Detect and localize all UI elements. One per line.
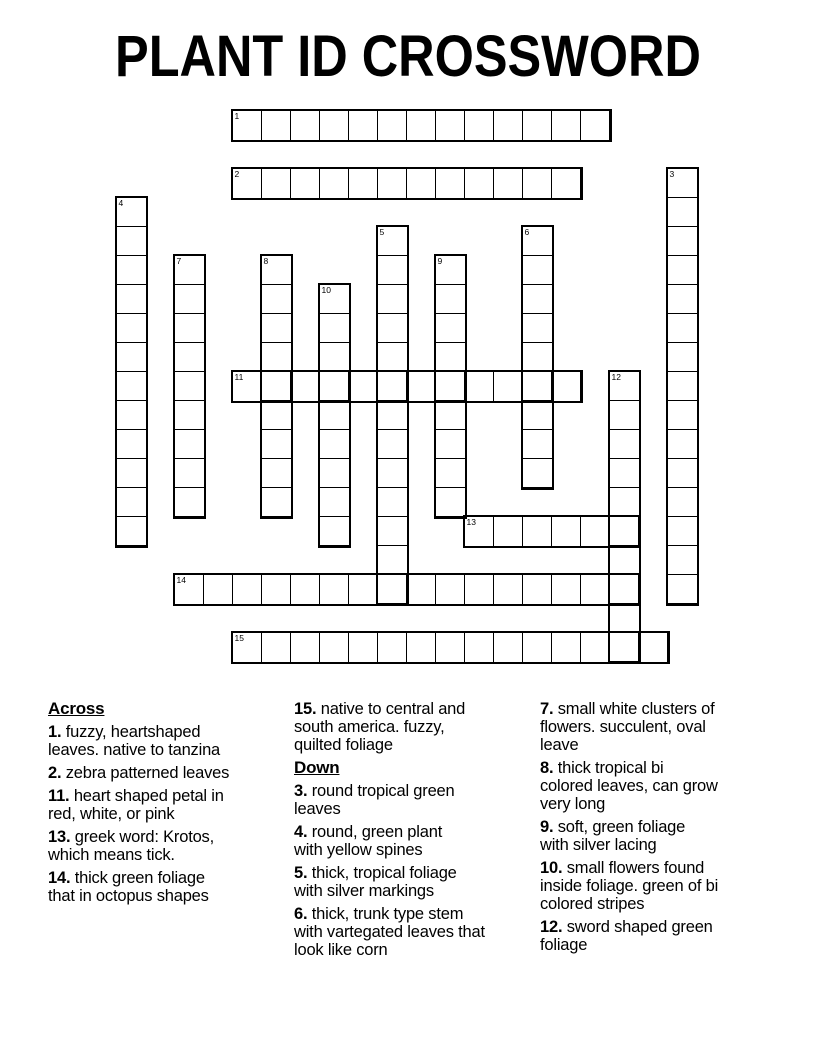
grid-cell[interactable] (465, 575, 494, 604)
clue-number: 8. (540, 759, 558, 777)
grid-cell[interactable] (552, 111, 581, 140)
grid-cell[interactable] (320, 575, 349, 604)
grid-cell[interactable] (378, 111, 407, 140)
grid-cell[interactable] (668, 459, 697, 488)
grid-cell[interactable] (581, 575, 610, 604)
grid-cell[interactable] (436, 401, 465, 430)
clue-number: 1. (48, 723, 66, 741)
grid-cell[interactable] (262, 111, 291, 140)
grid-cell[interactable] (465, 169, 494, 198)
grid-cell[interactable] (523, 169, 552, 198)
word-5-down (376, 225, 409, 606)
grid-cell[interactable] (465, 111, 494, 140)
clue-13: 13. greek word: Krotos, which means tick. (48, 828, 214, 864)
grid-number-label: 15 (234, 633, 244, 643)
grid-number-label: 1 (234, 111, 240, 121)
grid-cell[interactable] (175, 459, 204, 488)
word-3-down (666, 167, 699, 606)
clue-11: 11. heart shaped petal in red, white, or pink (48, 787, 224, 823)
grid-cell[interactable] (320, 314, 349, 343)
grid-cell[interactable] (436, 488, 465, 517)
clue-2: 2. zebra patterned leaves (48, 764, 230, 782)
grid-cell[interactable] (175, 285, 204, 314)
clue-number: 10. (540, 859, 567, 877)
grid-cell[interactable] (668, 343, 697, 372)
grid-cell[interactable] (117, 488, 146, 517)
grid-cell[interactable] (407, 372, 436, 401)
grid-cell[interactable] (233, 575, 262, 604)
grid-cell[interactable] (610, 604, 639, 633)
grid-cell[interactable] (407, 169, 436, 198)
grid-cell[interactable] (436, 314, 465, 343)
grid-cell[interactable] (610, 488, 639, 517)
grid-cell[interactable] (117, 314, 146, 343)
grid-cell[interactable] (436, 459, 465, 488)
grid-number-label: 6 (524, 227, 530, 237)
grid-cell[interactable] (262, 430, 291, 459)
grid-cell[interactable] (378, 343, 407, 372)
grid-cell[interactable] (668, 575, 697, 604)
clues-section (48, 700, 778, 964)
grid-cell[interactable] (378, 488, 407, 517)
grid-cell[interactable] (378, 459, 407, 488)
grid-cell[interactable] (668, 227, 697, 256)
grid-cell[interactable] (523, 372, 552, 401)
grid-cell[interactable] (668, 430, 697, 459)
grid-cell[interactable] (117, 343, 146, 372)
grid-cell[interactable] (117, 459, 146, 488)
grid-cell[interactable] (523, 111, 552, 140)
word-11-across (231, 370, 583, 403)
word-7-down (173, 254, 206, 519)
clue-number: 9. (540, 818, 558, 836)
grid-cell[interactable] (436, 372, 465, 401)
grid-cell[interactable] (494, 633, 523, 662)
page-title: PLANT ID CROSSWORD (115, 24, 701, 89)
clue-7: 7. small white clusters of flowers. succulent, oval leave (540, 700, 715, 754)
grid-cell[interactable] (320, 111, 349, 140)
grid-cell[interactable] (668, 256, 697, 285)
grid-cell[interactable] (117, 256, 146, 285)
word-10-down (318, 283, 351, 548)
grid-cell[interactable] (175, 488, 204, 517)
grid-cell[interactable] (378, 169, 407, 198)
clue-number: 5. (294, 864, 312, 882)
grid-cell[interactable] (291, 575, 320, 604)
word-1-across (231, 109, 612, 142)
clue-number: 12. (540, 918, 567, 936)
grid-cell[interactable] (262, 285, 291, 314)
clue-number: 4. (294, 823, 312, 841)
grid-cell[interactable] (552, 372, 581, 401)
grid-cell[interactable] (175, 343, 204, 372)
clue-9: 9. soft, green foliage with silver lacing (540, 818, 686, 854)
grid-cell[interactable] (523, 575, 552, 604)
grid-cell[interactable] (494, 169, 523, 198)
grid-number-label: 3 (669, 169, 675, 179)
grid-cell[interactable] (320, 488, 349, 517)
grid-cell[interactable] (262, 401, 291, 430)
down-header: Down (294, 758, 340, 777)
grid-number-label: 7 (176, 256, 182, 266)
clue-4: 4. round, green plant with yellow spines (294, 823, 443, 859)
grid-cell[interactable] (523, 459, 552, 488)
grid-cell[interactable] (175, 401, 204, 430)
grid-cell[interactable] (610, 633, 639, 662)
grid-cell[interactable] (320, 459, 349, 488)
grid-cell[interactable] (378, 633, 407, 662)
grid-cell[interactable] (262, 169, 291, 198)
clue-14: 14. thick green foliage that in octopus shapes (48, 869, 209, 905)
grid-cell[interactable] (262, 372, 291, 401)
clue-number: 6. (294, 905, 312, 923)
grid-cell[interactable] (117, 401, 146, 430)
grid-cell[interactable] (668, 517, 697, 546)
grid-cell[interactable] (494, 575, 523, 604)
grid-cell[interactable] (436, 285, 465, 314)
clue-5: 5. thick, tropical foliage with silver markings (294, 864, 457, 900)
grid-number-label: 8 (263, 256, 269, 266)
clue-8: 8. thick tropical bi colored leaves, can grow very long (540, 759, 718, 813)
clue-6: 6. thick, trunk type stem with vartegated leaves that look like corn (294, 905, 485, 959)
grid-cell[interactable] (436, 575, 465, 604)
grid-cell[interactable] (523, 517, 552, 546)
grid-cell[interactable] (320, 169, 349, 198)
grid-cell[interactable] (378, 575, 407, 604)
grid-cell[interactable] (407, 111, 436, 140)
grid-cell[interactable] (610, 517, 639, 546)
grid-number-label: 11 (234, 372, 244, 382)
clue-column-3 (540, 700, 777, 959)
grid-cell[interactable] (349, 111, 378, 140)
grid-cell[interactable] (262, 488, 291, 517)
clue-12: 12. sword shaped green foliage (540, 918, 713, 954)
grid-cell[interactable] (465, 372, 494, 401)
grid-cell[interactable] (494, 517, 523, 546)
grid-cell[interactable] (610, 459, 639, 488)
grid-number-label: 9 (437, 256, 443, 266)
grid-number-label: 5 (379, 227, 385, 237)
grid-cell[interactable] (668, 198, 697, 227)
grid-cell[interactable] (407, 633, 436, 662)
grid-cell[interactable] (291, 372, 320, 401)
clue-number: 13. (48, 828, 75, 846)
grid-cell[interactable] (610, 575, 639, 604)
clue-3: 3. round tropical green leaves (294, 782, 455, 818)
grid-cell[interactable] (320, 401, 349, 430)
clue-column-1 (48, 700, 285, 910)
grid-cell[interactable] (378, 314, 407, 343)
clue-number: 3. (294, 782, 312, 800)
grid-cell[interactable] (378, 430, 407, 459)
grid-cell[interactable] (378, 517, 407, 546)
grid-cell[interactable] (523, 314, 552, 343)
grid-cell[interactable] (262, 633, 291, 662)
grid-cell[interactable] (494, 111, 523, 140)
grid-cell[interactable] (291, 169, 320, 198)
grid-cell[interactable] (262, 343, 291, 372)
grid-cell[interactable] (262, 314, 291, 343)
grid-cell[interactable] (668, 401, 697, 430)
grid-cell[interactable] (523, 285, 552, 314)
grid-cell[interactable] (552, 169, 581, 198)
grid-cell[interactable] (668, 372, 697, 401)
grid-cell[interactable] (523, 343, 552, 372)
clue-number: 7. (540, 700, 558, 718)
grid-cell[interactable] (262, 575, 291, 604)
grid-cell[interactable] (523, 256, 552, 285)
grid-cell[interactable] (494, 372, 523, 401)
grid-cell[interactable] (291, 633, 320, 662)
clue-number: 14. (48, 869, 75, 887)
grid-cell[interactable] (523, 633, 552, 662)
grid-cell[interactable] (117, 227, 146, 256)
grid-cell[interactable] (262, 459, 291, 488)
word-2-across (231, 167, 583, 200)
grid-cell[interactable] (378, 546, 407, 575)
grid-cell[interactable] (610, 546, 639, 575)
grid-cell[interactable] (320, 343, 349, 372)
grid-cell[interactable] (523, 430, 552, 459)
grid-cell[interactable] (668, 488, 697, 517)
grid-cell[interactable] (378, 285, 407, 314)
grid-cell[interactable] (407, 575, 436, 604)
grid-cell[interactable] (668, 285, 697, 314)
clue-10: 10. small flowers found inside foliage. green of bi colored stripes (540, 859, 719, 913)
grid-cell[interactable] (320, 430, 349, 459)
grid-cell[interactable] (668, 314, 697, 343)
grid-cell[interactable] (291, 111, 320, 140)
grid-cell[interactable] (349, 575, 378, 604)
word-6-down (521, 225, 554, 490)
grid-cell[interactable] (436, 343, 465, 372)
grid-cell[interactable] (581, 633, 610, 662)
grid-cell[interactable] (581, 111, 610, 140)
grid-cell[interactable] (175, 372, 204, 401)
grid-cell[interactable] (320, 633, 349, 662)
grid-cell[interactable] (552, 633, 581, 662)
grid-cell[interactable] (204, 575, 233, 604)
grid-cell[interactable] (349, 169, 378, 198)
grid-cell[interactable] (320, 517, 349, 546)
grid-cell[interactable] (436, 633, 465, 662)
clue-15: 15. native to central and south america. fuzzy, quilted foliage (294, 700, 466, 754)
grid-cell[interactable] (610, 430, 639, 459)
grid-number-label: 14 (176, 575, 186, 585)
grid-cell[interactable] (349, 633, 378, 662)
word-15-across (231, 631, 670, 664)
grid-cell[interactable] (117, 430, 146, 459)
grid-cell[interactable] (436, 169, 465, 198)
grid-cell[interactable] (117, 285, 146, 314)
grid-number-label: 2 (234, 169, 240, 179)
grid-cell[interactable] (552, 517, 581, 546)
grid-cell[interactable] (581, 517, 610, 546)
grid-number-label: 4 (118, 198, 124, 208)
grid-number-label: 13 (466, 517, 476, 527)
grid-cell[interactable] (668, 546, 697, 575)
grid-cell[interactable] (552, 575, 581, 604)
word-13-across (463, 515, 641, 548)
grid-cell[interactable] (610, 401, 639, 430)
grid-cell[interactable] (117, 517, 146, 546)
clue-1: 1. fuzzy, heartshaped leaves. native to tanzina (48, 723, 221, 759)
clue-number: 15. (294, 700, 321, 718)
clue-column-2 (294, 700, 531, 964)
word-4-down (115, 196, 148, 548)
clue-number: 11. (48, 787, 74, 805)
grid-cell[interactable] (378, 372, 407, 401)
grid-cell[interactable] (378, 401, 407, 430)
grid-cell[interactable] (117, 372, 146, 401)
across-header: Across (48, 699, 105, 718)
word-14-across (173, 573, 641, 606)
grid-cell[interactable] (436, 430, 465, 459)
grid-cell[interactable] (378, 256, 407, 285)
grid-cell[interactable] (523, 401, 552, 430)
grid-cell[interactable] (320, 372, 349, 401)
grid-number-label: 10 (321, 285, 331, 295)
grid-cell[interactable] (175, 430, 204, 459)
grid-number-label: 12 (611, 372, 621, 382)
grid-cell[interactable] (639, 633, 668, 662)
grid-cell[interactable] (349, 372, 378, 401)
clue-number: 2. (48, 764, 66, 782)
grid-cell[interactable] (436, 111, 465, 140)
grid-cell[interactable] (465, 633, 494, 662)
grid-cell[interactable] (175, 314, 204, 343)
